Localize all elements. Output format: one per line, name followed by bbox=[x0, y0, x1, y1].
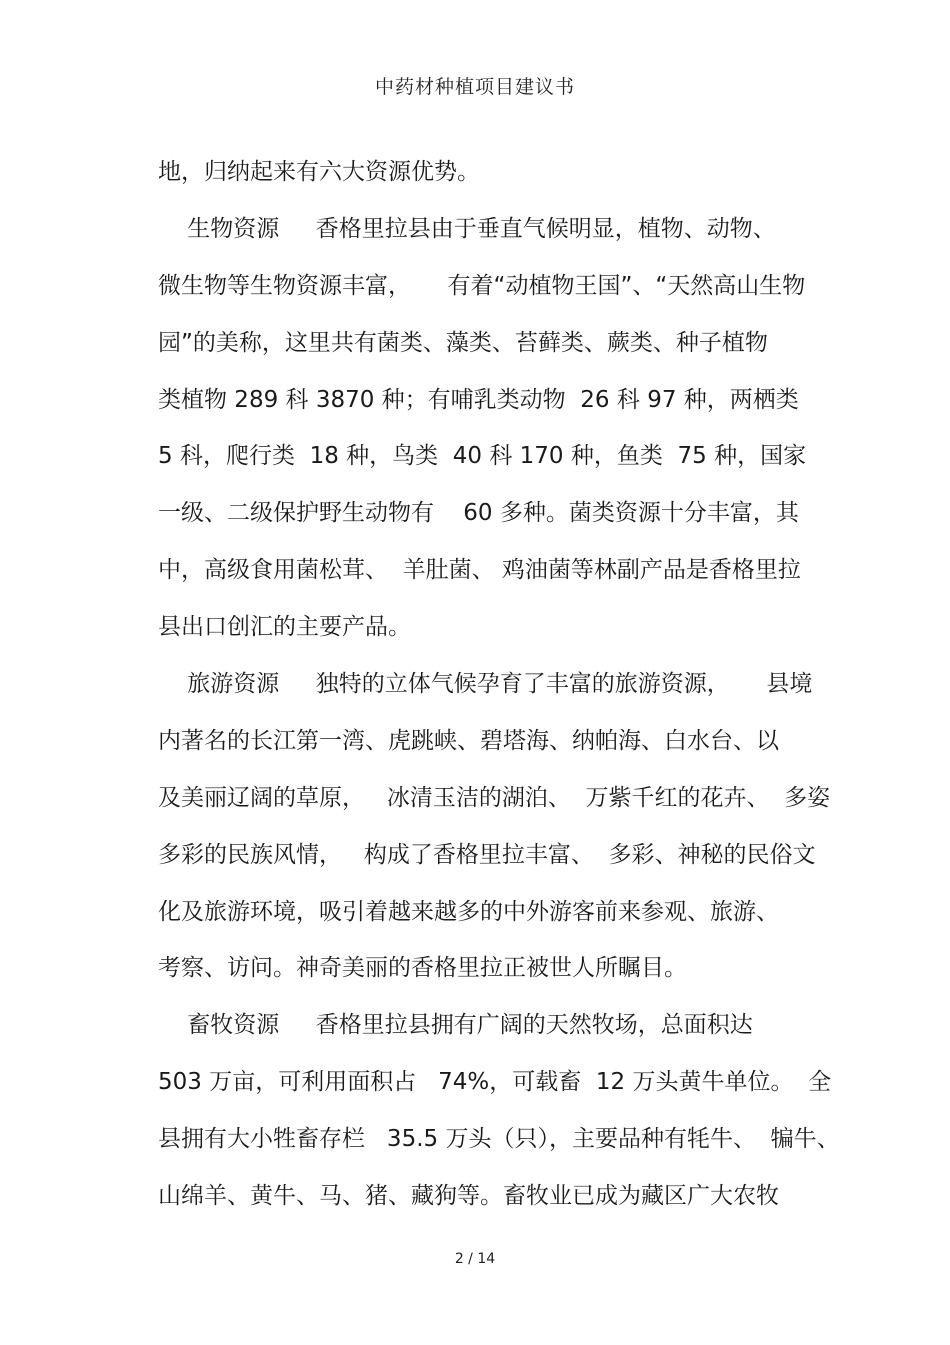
page-header-title: 中药材种植项目建议书 bbox=[374, 76, 575, 98]
text-line: 县拥有大小牲畜存栏 35.5 万头（只），主要品种有牦牛、 犏牛、 bbox=[158, 1126, 840, 1153]
text-line: 503 万亩，可利用面积占 74%，可载畜 12 万头黄牛单位。 全 bbox=[158, 1069, 832, 1096]
text-line: 旅游资源 独特的立体气候孕育了丰富的旅游资源， 县境 bbox=[158, 671, 813, 698]
text-line: 畜牧资源 香格里拉县拥有广阔的天然牧场，总面积达 bbox=[158, 1012, 753, 1039]
page-number: 2 / 14 bbox=[454, 1251, 496, 1267]
text-line: 5 科，爬行类 18 种，鸟类 40 科 170 种，鱼类 75 种，国家 bbox=[158, 443, 807, 470]
text-line: 微生物等生物资源丰富， 有着“动植物王国”、“天然高山生物 bbox=[158, 272, 806, 299]
text-line: 及美丽辽阔的草原， 冰清玉洁的湖泊、 万紫千红的花卉、 多姿 bbox=[158, 784, 831, 811]
text-line: 园”的美称，这里共有菌类、藻类、苔藓类、蕨类、种子植物 bbox=[158, 329, 768, 356]
text-line: 地，归纳起来有六大资源优势。 bbox=[158, 159, 480, 185]
text-line: 化及旅游环境，吸引着越来越多的中外游客前来参观、旅游、 bbox=[158, 898, 779, 925]
text-line: 生物资源 香格里拉县由于垂直气候明显，植物、动物、 bbox=[158, 215, 776, 242]
text-line: 中，高级食用菌松茸、 羊肚菌、 鸡油菌等林副产品是香格里拉 bbox=[158, 557, 801, 584]
text-line: 多彩的民族风情， 构成了香格里拉丰富、 多彩、神秘的民俗文 bbox=[158, 841, 816, 868]
text-line: 山绵羊、黄牛、马、猪、藏狗等。畜牧业已成为藏区广大农牧 bbox=[158, 1183, 779, 1210]
text-line: 县出口创汇的主要产品。 bbox=[158, 614, 411, 641]
text-line: 类植物 289 科 3870 种；有哺乳类动物 26 科 97 种，两栖类 bbox=[158, 386, 799, 413]
body-text bbox=[158, 153, 848, 1234]
text-line: 一级、二级保护野生动物有 60 多种。菌类资源十分丰富，其 bbox=[158, 500, 799, 527]
text-line: 内著名的长江第一湾、虎跳峡、碧塔海、纳帕海、白水台、以 bbox=[158, 727, 779, 754]
text-line: 考察、访问。神奇美丽的香格里拉正被世人所瞩目。 bbox=[158, 955, 687, 982]
